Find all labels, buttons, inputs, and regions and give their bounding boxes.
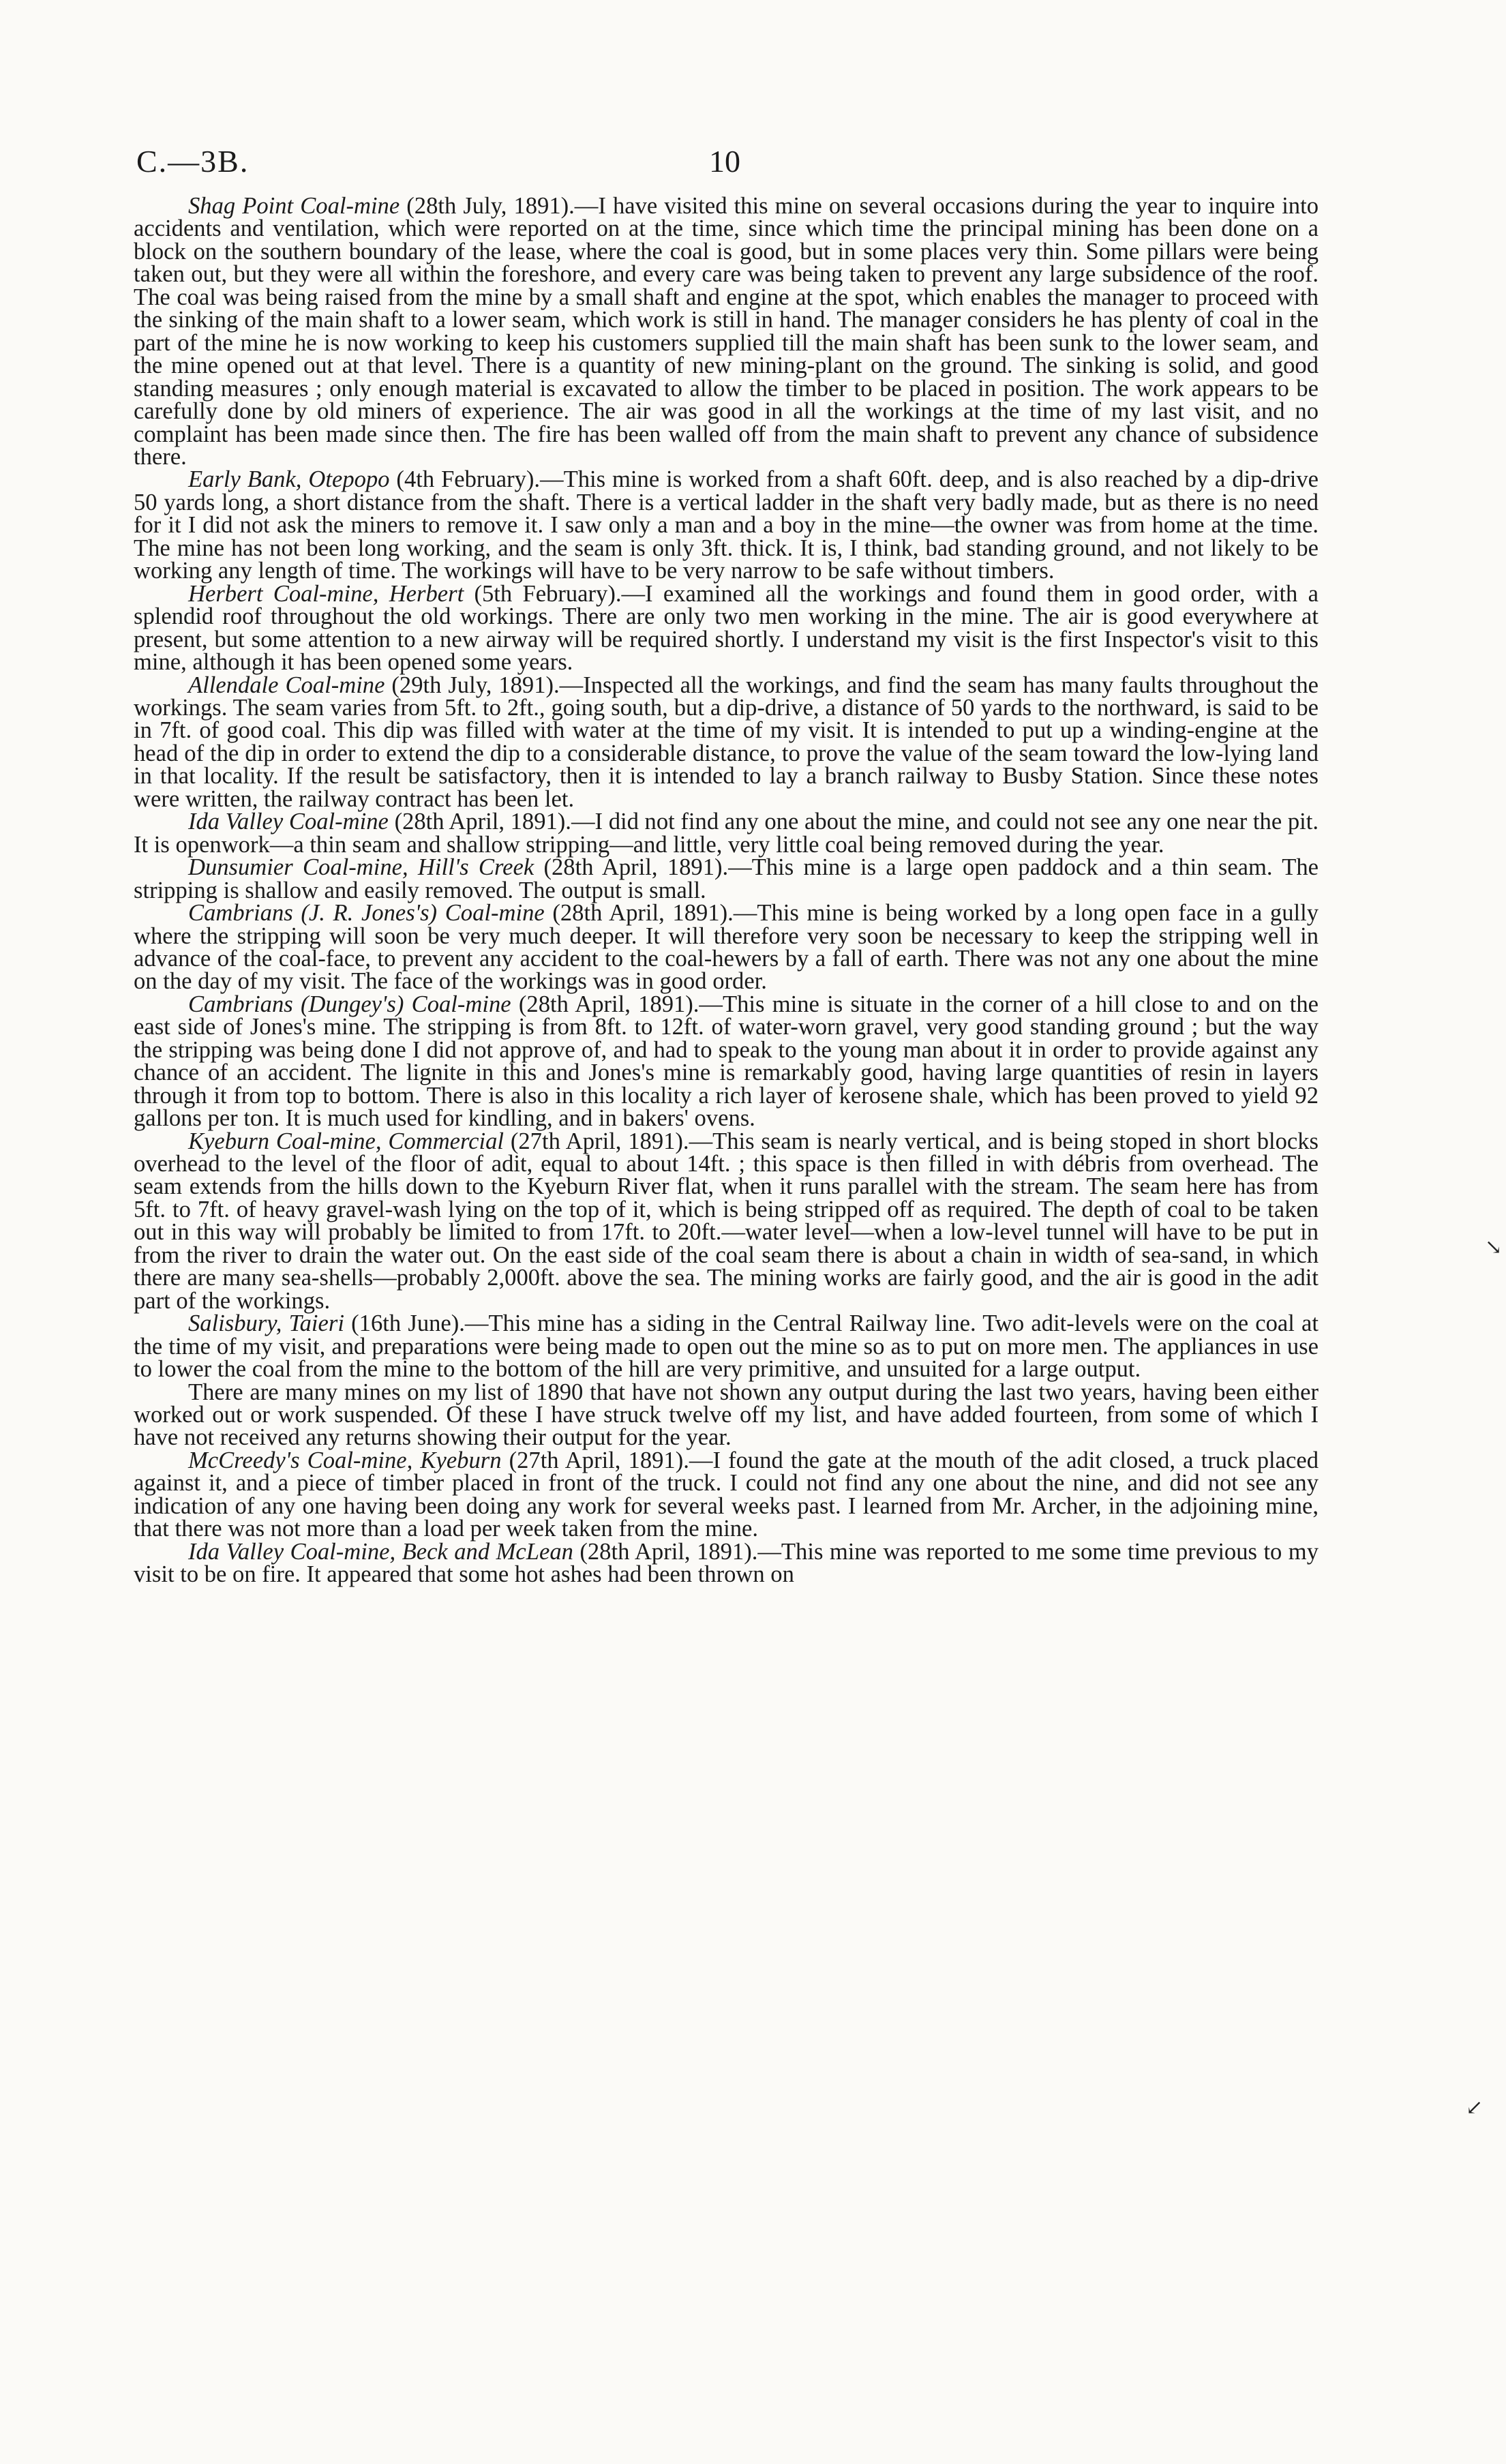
paragraph-title: Herbert Coal-mine, Herbert [188,580,464,607]
paragraph-text: (29th July, 1891).—Inspected all the workings, and find the seam has many faults throughout the workings. The seam varies from 5ft. to 2ft., going south, but a dip-drive, a distance of 50 yards to the northward, is said to be in 7ft. of good coal. This dip was filled with water at the time of my visit. It is intended to put up a winding-engine at the head of the dip in order to extend the dip to a considerable distance, to prove the value of the seam toward the low-lying land in that locality. If the result be satisfactory, then it is intended to lay a branch railway to Busby Station. Since these notes were written, the railway contract has been let. [134,672,1319,812]
paragraph [134,195,1319,468]
paragraph [134,1381,1319,1449]
paragraph-title: Salisbury, Taieri [188,1310,344,1337]
margin-mark: ↘ [1485,1236,1503,1259]
paragraph-text: (5th February).—I examined all the workings and found them in good order, with a splendid roof throughout the old workings. There are only two men working in the mine. The air is good everywhere at present, but some attention to a new airway will be required shortly. I understand my visit is the first Inspector's visit to this mine, although it has been opened some years. [134,580,1319,676]
paragraph-title: Cambrians (Dungey's) Coal-mine [188,991,511,1017]
paragraph-title: Allendale Coal-mine [188,672,385,698]
paragraph [134,993,1319,1130]
report-body [134,195,1319,1587]
paragraph-text: (27th April, 1891).—I found the gate at the mouth of the adit closed, a truck placed against it, and a piece of timber placed in front of the truck. I could not find any one about the nine, and did not see any indication of any one having been doing any work for several weeks past. I learned from Mr. Archer, in the adjoining mine, that there was not more than a load per week taken from the mine. [134,1447,1319,1542]
paragraph-title: McCreedy's Coal-mine, Kyeburn [188,1447,502,1473]
paragraph [134,1130,1319,1313]
paragraph [134,811,1319,856]
page-number: 10 [709,144,740,179]
paragraph [134,580,1319,676]
paragraph-title: Dunsumier Coal-mine, Hill's Creek [188,854,534,881]
paragraph [134,856,1319,902]
paragraph [134,468,1319,582]
paragraph-title: Cambrians (J. R. Jones's) Coal-mine [188,900,545,927]
paragraph [134,902,1319,993]
paragraph-title: Early Bank, Otepopo [188,466,390,493]
paragraph-text: (28th April, 1891).—This mine was reported to me some time previous to my visit to be on fire. It appeared that some hot ashes had been thrown on [134,1538,1319,1588]
document-reference: C.—3B. [136,144,250,179]
paragraph-title: Kyeburn Coal-mine, Commercial [188,1128,504,1154]
paragraph-text: There are many mines on my list of 1890 that have not shown any output during the last two years, having been either worked out or work suspended. Of these I have struck twelve off my list, and have added fourteen, from some of which I have not received any returns showing their output for the year. [134,1379,1319,1451]
margin-mark: ↙ [1466,2097,1484,2119]
paragraph [134,1312,1319,1381]
paragraph-title: Shag Point Coal-mine [188,193,400,219]
paragraph-title: Ida Valley Coal-mine [188,809,389,835]
paragraph [134,1449,1319,1541]
paragraph-text: (28th April, 1891).—I did not find any one about the mine, and could not see any one near the pit. It is openwork—a thin seam and shallow stripping—and little, very little coal being removed during the year. [134,809,1319,858]
paragraph-text: (28th July, 1891).—I have visited this mine on several occasions during the year to inquire into accidents and ventilation, which were reported on at the time, since which time the principal mining has been done on a block on the southern boundary of the lease, where the coal is good, but in some places very thin. Some pillars were being taken out, but they were all within the foreshore, and every care was being taken to prevent any large subsidence of the roof. The coal was being raised from the mine by a small shaft and engine at the spot, which enables the manager to proceed with the sinking of the main shaft to a lower seam, which work is still in hand. The manager considers he has plenty of coal in the part of the mine he is now working to keep his customers supplied till the main shaft has been sunk to the lower seam, and the mine opened out at that level. There is a quantity of new mining-plant on the ground. The sinking is solid, and good standing measures ; only enough material is excavated to allow the timber to be placed in position. The work appears to be carefully done by old miners of experience. The air was good in all the workings at the time of my last visit, and no complaint has been made since then. The fire has been walled off from the main shaft to prevent any chance of subsidence there. [134,193,1319,470]
paragraph-text: (28th April, 1891).—This mine is a large open paddock and a thin seam. The stripping is shallow and easily removed. The output is small. [134,854,1319,903]
paragraph-text: (27th April, 1891).—This seam is nearly vertical, and is being stoped in short blocks overhead to the level of the floor of adit, equal to about 14ft. ; this space is then filled in with débris from overhead. The seam extends from the hills down to the Kyeburn River flat, when it runs parallel with the stream. The seam here has from 5ft. to 7ft. of heavy gravel-wash lying on the top of it, which is being stripped off as required. The depth of coal to be taken out in this way will probably be limited to from 17ft. to 20ft.—water level—when a low-level tunnel will have to be put in from the river to drain the water out. On the east side of the coal seam there is about a chain in width of sea-sand, in which there are many sea-shells—probably 2,000ft. above the sea. The mining works are fairly good, and the air is good in the adit part of the workings. [134,1128,1319,1314]
page-header [136,136,1336,198]
paragraph [134,674,1319,811]
paragraph-text: (4th February).—This mine is worked from a shaft 60ft. deep, and is also reached by a dip-drive 50 yards long, a short distance from the shaft. There is a vertical ladder in the shaft very badly made, but as there is no need for it I did not ask the miners to remove it. I saw only a man and a boy in the mine—the owner was from home at the time. The mine has not been long working, and the seam is only 3ft. thick. It is, I think, bad standing ground, and not likely to be working any length of time. The workings will have to be very narrow to be safe without timbers. [134,466,1319,584]
paragraph-text: (28th April, 1891).—This mine is situate in the corner of a hill close to and on the east side of Jones's mine. The stripping is from 8ft. to 12ft. of water-worn gravel, very good standing ground ; but the way the stripping was being done I did not approve of, and had to speak to the young man about it in order to provide against any chance of an accident. The lignite in this and Jones's mine is remarkably good, having large quantities of resin in layers through it from top to bottom. There is also in this locality a rich layer of kerosene shale, which has been proved to yield 92 gallons per ton. It is much used for kindling, and in bakers' ovens. [134,991,1319,1132]
paragraph-title: Ida Valley Coal-mine, Beck and McLean [188,1538,573,1565]
paragraph-text: (16th June).—This mine has a siding in the Central Railway line. Two adit-levels were on the coal at the time of my visit, and preparations were being made to open out the mine so as to put on more men. The appliances in use to lower the coal from the mine to the bottom of the hill are very primitive, and unsuited for a large output. [134,1310,1319,1383]
paragraph [134,1538,1319,1588]
paragraph-text: (28th April, 1891).—This mine is being worked by a long open face in a gully where the stripping will soon be very much deeper. It will therefore very soon be necessary to keep the stripping well in advance of the coal-face, to prevent any accident to the coal-hewers by a fall of earth. There was not any one about the mine on the day of my visit. The face of the workings was in good order. [134,900,1319,995]
